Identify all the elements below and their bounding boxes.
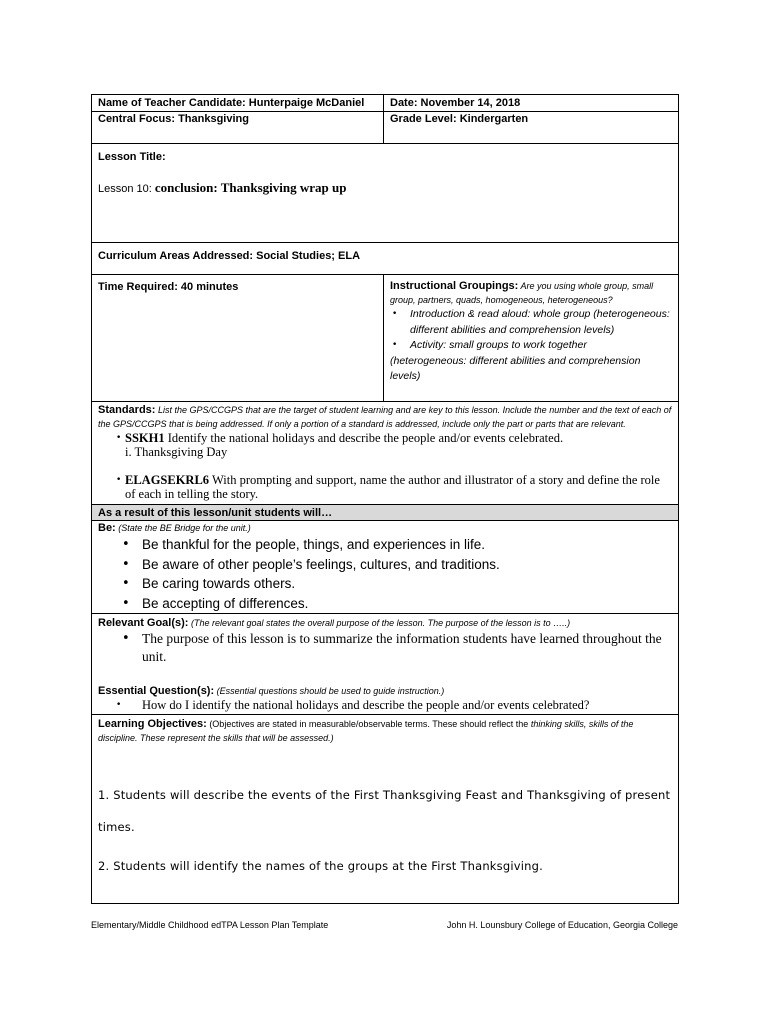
objectives-prompt-a: (Objectives are stated in measurable/observable terms. These should reflect the [206, 719, 531, 729]
list-item: • Be caring towards others. [98, 574, 672, 594]
essential-question-label: Essential Question(s): [98, 685, 215, 697]
list-item: • The purpose of this lesson is to summarize the information students have learned throughout the unit. [98, 630, 672, 666]
curriculum-areas: Curriculum Areas Addressed: Social Studies; ELA [92, 243, 679, 275]
standards-prompt: List the GPS/CCGPS that are the target of student learning and are key to this lesson. Include the number and the text of each of the GPS/CCGPS that is being addressed. If only a portion of a standard is addressed, include only the part or parts that are relevant. [98, 405, 672, 429]
lesson-date: Date: November 14, 2018 [384, 95, 679, 112]
lesson-title: conclusion: Thanksgiving wrap up [154, 180, 347, 195]
standards-label: Standards: [98, 404, 156, 416]
lesson-plan-table [91, 94, 679, 904]
lesson-title-label: Lesson Title: [98, 151, 166, 163]
essential-question-list [98, 698, 672, 712]
objective-2: 2. Students will identify the names of the groups at the First Thanksgiving. [98, 859, 544, 873]
teacher-name: Name of Teacher Candidate: Hunterpaige McDaniel [92, 95, 384, 112]
goals-prompt: (The relevant goal states the overall purpose of the lesson. The purpose of the lesson is to …..) [188, 618, 571, 628]
list-item: • How do I identify the national holidays and describe the people and/or events celebrated? [98, 698, 672, 712]
list-item: • Introduction & read aloud: whole group (heterogeneous: different abilities and comprehension levels) [390, 307, 672, 338]
lesson-title-cell [92, 144, 679, 243]
objective-1: 1. Students will describe the events of the First Thanksgiving Feast and Thanksgiving of present times. [98, 788, 671, 834]
list-item: • Be aware of other people’s feelings, cultures, and traditions. [98, 555, 672, 575]
standards-list [98, 431, 672, 501]
standard-code: SSKH1 [125, 431, 165, 445]
grade-level: Grade Level: Kindergarten [384, 112, 679, 144]
be-list [98, 535, 672, 613]
list-item [98, 473, 672, 501]
list-item: • Be accepting of differences. [98, 594, 672, 614]
time-required: Time Required: 40 minutes [92, 275, 384, 402]
be-prompt: (State the BE Bridge for the unit.) [115, 523, 251, 533]
essential-question-prompt: (Essential questions should be used to guide instruction.) [214, 686, 445, 696]
standard-code: ELAGSEKRL6 [125, 473, 210, 487]
goals-list [98, 630, 672, 666]
goals-cell [92, 614, 679, 715]
groupings-tail: (heterogeneous: different abilities and comprehension levels) [390, 354, 641, 382]
result-header: As a result of this lesson/unit students will… [92, 505, 679, 521]
groupings-label: Instructional Groupings: [390, 280, 519, 292]
be-cell [92, 521, 679, 614]
goals-label: Relevant Goal(s): [98, 617, 189, 629]
standard-subitem: i. Thanksgiving Day [125, 445, 228, 459]
groupings-prompt: Are you using whole group, small group, partners, quads, homogeneous, heterogeneous? [390, 281, 654, 305]
standards-cell [92, 402, 679, 505]
groupings-list [390, 307, 672, 354]
standard-text: Identify the national holidays and describe the people and/or events celebrated. [164, 431, 564, 445]
list-item: • Activity: small groups to work together [390, 338, 672, 354]
standard-text: With prompting and support, name the author and illustrator of a story and define the role of each in telling the story. [125, 473, 660, 501]
central-focus: Central Focus: Thanksgiving [92, 112, 384, 144]
objectives-prompt-b: thinking skills, skills of the discipline. These represent the skills that will be assessed.) [98, 719, 634, 743]
list-item: • Be thankful for the people, things, and experiences in life. [98, 535, 672, 555]
footer-left: Elementary/Middle Childhood edTPA Lesson Plan Template [91, 920, 329, 930]
objectives-cell [92, 715, 679, 904]
be-label: Be: [98, 522, 116, 534]
footer-right: John H. Lounsbury College of Education, Georgia College [446, 920, 678, 930]
lesson-number: Lesson 10: [98, 183, 155, 195]
objectives-label: Learning Objectives: [98, 718, 207, 730]
groupings-cell [384, 275, 679, 402]
list-item [98, 431, 672, 459]
